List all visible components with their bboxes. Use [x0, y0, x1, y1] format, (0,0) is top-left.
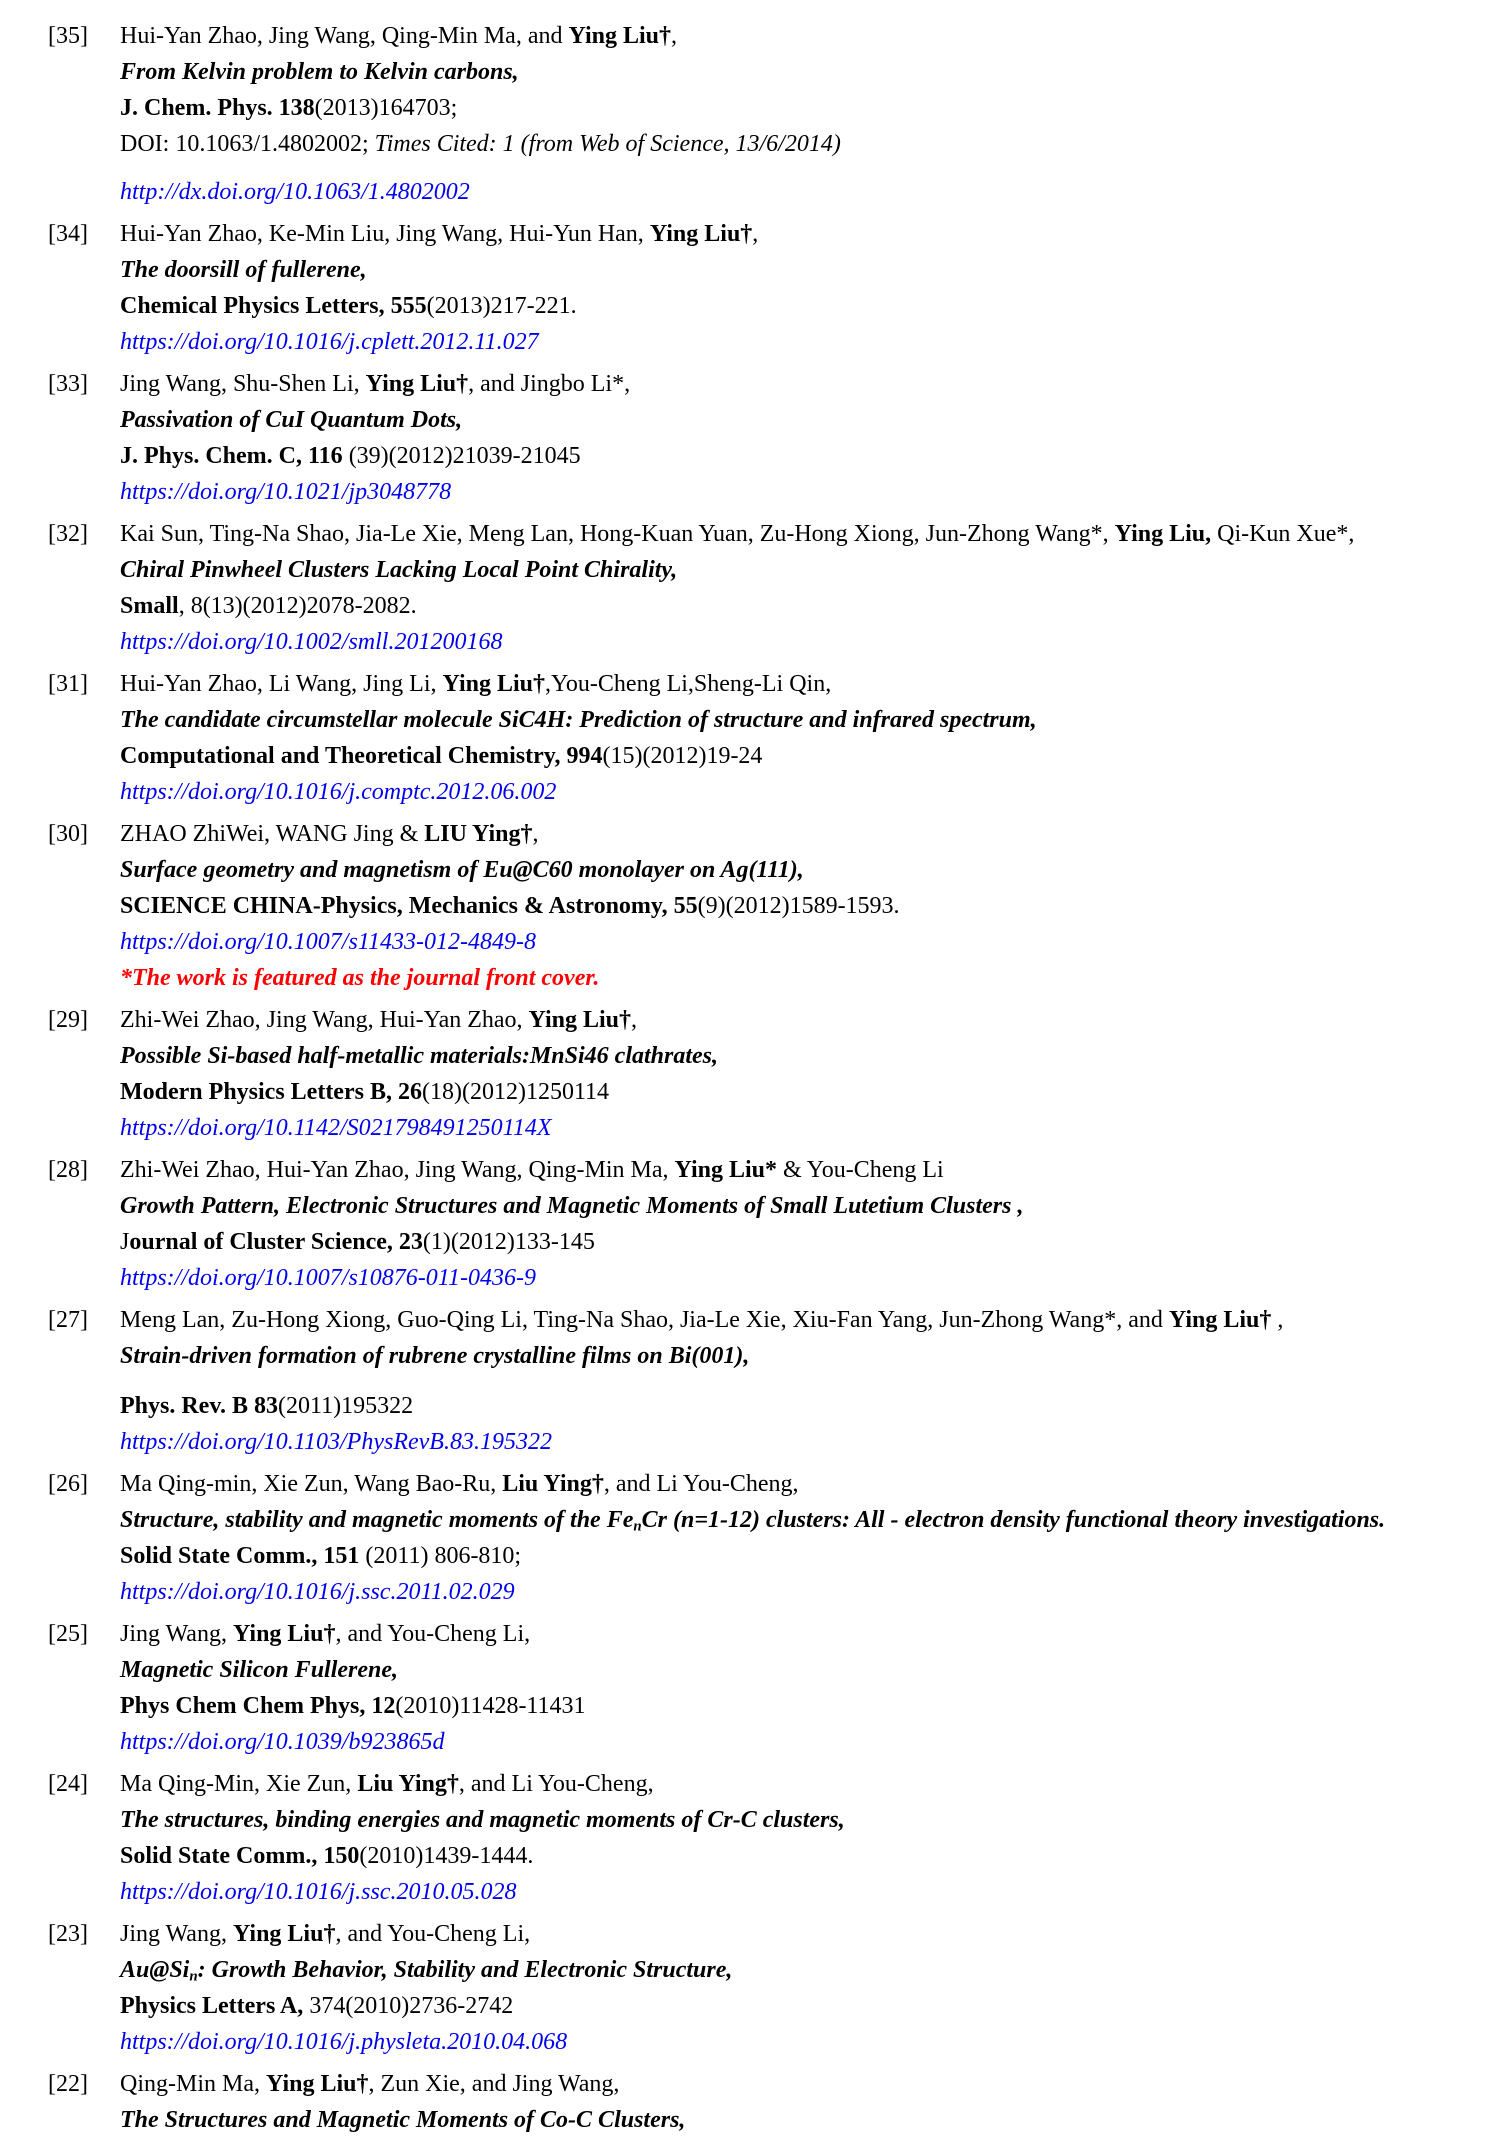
text-run: , — [456, 407, 463, 433]
text-run: DOI: 10.1063/1.4802002; — [120, 131, 375, 157]
text-run: Growth Pattern, Electronic Structures and Magnetic Moments of Small Lutetium Clusters , — [120, 1193, 1024, 1219]
doi-link — [120, 624, 1460, 660]
entry-number: [28] — [48, 1157, 88, 1183]
doi-link — [120, 1110, 1460, 1146]
text-run: (2011)195322 — [278, 1393, 414, 1419]
journal-line — [120, 1688, 1460, 1724]
text-run: Liu Ying† — [502, 1471, 604, 1497]
entry-body — [120, 516, 1460, 660]
text-run: , — [670, 23, 677, 49]
doi-hyperlink[interactable]: https://doi.org/10.1016/j.physleta.2010.04.068 — [120, 2029, 568, 2055]
doi-link — [120, 1724, 1460, 1760]
text-run: Jing Wang, — [120, 1621, 233, 1647]
reference-entry — [48, 366, 1460, 510]
text-run: Qi-Kun Xue*, — [1211, 521, 1355, 547]
title-line — [120, 702, 1460, 738]
text-run: , — [360, 257, 367, 283]
text-run: Strain-driven formation of rubrene crystalline films on Bi(001) — [120, 1343, 744, 1369]
text-run: ZHAO ZhiWei, WANG Jing & — [120, 821, 425, 847]
text-run: , — [712, 1043, 719, 1069]
text-run: Au@Si — [120, 1957, 190, 1983]
entry-number: [34] — [48, 221, 88, 247]
text-run: Surface geometry and magnetism of Eu@C60 monolayer on Ag(111) — [120, 857, 798, 883]
text-run: Ying Liu† — [232, 1921, 336, 1947]
entry-body — [120, 18, 1460, 210]
doi-link — [120, 324, 1460, 360]
entry-number: [27] — [48, 1307, 88, 1333]
doi-hyperlink[interactable]: https://doi.org/10.1002/smll.201200168 — [120, 629, 503, 655]
text-run: The candidate circumstellar molecule SiC4H: Prediction of structure and infrared spectrum, — [120, 707, 1037, 733]
journal-line — [120, 1224, 1460, 1260]
title-line — [120, 2102, 1460, 2138]
text-run: , — [631, 1007, 638, 1033]
title-line — [120, 402, 1460, 438]
text-run: Liu Ying† — [357, 1771, 459, 1797]
authors-line — [120, 18, 1460, 54]
text-run: , Zun Xie, and Jing Wang, — [368, 2071, 620, 2097]
text-run: The doorsill of fullerene — [120, 257, 361, 283]
doi-link — [120, 474, 1460, 510]
doi-link — [120, 774, 1460, 810]
doi-link — [120, 2024, 1460, 2060]
text-run: SCIENCE CHINA-Physics, Mechanics & Astronomy, 55 — [120, 893, 698, 919]
text-run: Ying Liu† — [649, 221, 753, 247]
title-line — [120, 852, 1460, 888]
text-run: From Kelvin problem to Kelvin carbons, — [120, 59, 519, 85]
text-run: Ying Liu† — [1168, 1307, 1272, 1333]
entry-body — [120, 816, 1460, 996]
doi-hyperlink[interactable]: https://doi.org/10.1142/S021798491250114X — [120, 1115, 552, 1141]
text-run: Ying Liu† — [568, 23, 671, 49]
journal-line — [120, 90, 1460, 126]
text-run: Phys. Rev. B 83 — [120, 1393, 279, 1419]
authors-line — [120, 1616, 1460, 1652]
text-run: Zhi-Wei Zhao, Hui-Yan Zhao, Jing Wang, Qing-Min Ma, — [120, 1157, 675, 1183]
text-run: The structures, binding energies and magnetic moments of Cr-C clusters — [120, 1807, 839, 1833]
doi-link — [120, 924, 1460, 960]
text-run: , and Jingbo Li*, — [468, 371, 631, 397]
text-run: Ying Liu* — [674, 1157, 778, 1183]
entry-body — [120, 1002, 1460, 1146]
text-run: n — [189, 1968, 198, 1985]
text-run: Meng Lan, Zu-Hong Xiong, Guo-Qing Li, Ting-Na Shao, Jia-Le Xie, Xiu-Fan Yang, Jun-Zhong Wang*, and — [120, 1307, 1169, 1333]
text-run: Jing Wang, Shu-Shen Li, — [120, 371, 366, 397]
journal-line — [120, 1838, 1460, 1874]
authors-line — [120, 1302, 1460, 1338]
text-run: (15)(2012)19-24 — [602, 743, 763, 769]
authors-line — [120, 2066, 1460, 2102]
doi-link — [120, 1874, 1460, 1910]
text-run: Ying Liu† — [266, 2071, 369, 2097]
text-run: , and Li You-Cheng, — [603, 1471, 799, 1497]
text-run: Physics Letters A, — [120, 1993, 304, 2019]
text-run: n — [633, 1518, 642, 1535]
text-run: (9)(2012)1589-1593. — [697, 893, 900, 919]
text-run: Possible Si-based half-metallic materials:MnSi46 clathrates — [120, 1043, 713, 1069]
text-run: , — [726, 1957, 733, 1983]
authors-line — [120, 1916, 1460, 1952]
text-run: Ma Qing-Min, Xie Zun, — [120, 1771, 358, 1797]
text-run: (2010)1439-1444. — [359, 1843, 534, 1869]
text-run: (2013)164703; — [314, 95, 458, 121]
entry-body — [120, 2066, 1460, 2138]
text-run: Hui-Yan Zhao, Li Wang, Jing Li, — [120, 671, 443, 697]
text-run: Small — [120, 593, 179, 619]
text-run: Times Cited: 1 (from Web of Science, 13/6/2014) — [374, 131, 841, 157]
authors-line — [120, 216, 1460, 252]
text-run: Cr (n=1-12) clusters: All - electron density functional theory investigations. — [641, 1507, 1386, 1533]
doi-hyperlink[interactable]: https://doi.org/10.1016/j.cplett.2012.11.027 — [120, 329, 539, 355]
text-run: (39)(2012)21039-21045 — [342, 443, 581, 469]
text-run: , and You-Cheng Li, — [335, 1621, 531, 1647]
entry-number: [32] — [48, 521, 88, 547]
reference-entry — [48, 18, 1460, 210]
reference-entry — [48, 1002, 1460, 1146]
text-run: J. Phys. Chem. C, 116 — [120, 443, 343, 469]
text-run: Hui-Yan Zhao, Jing Wang, Qing-Min Ma, and — [120, 23, 569, 49]
journal-line — [120, 1074, 1460, 1110]
title-line — [120, 1502, 1460, 1538]
doi-hyperlink[interactable]: https://doi.org/10.1007/s11433-012-4849-8 — [120, 929, 536, 955]
reference-entry — [48, 666, 1460, 810]
doi-hyperlink[interactable]: https://doi.org/10.1016/j.comptc.2012.06.002 — [120, 779, 557, 805]
title-line — [120, 552, 1460, 588]
doi-line — [120, 126, 1460, 162]
title-line — [120, 1188, 1460, 1224]
entry-body — [120, 1916, 1460, 2060]
authors-line — [120, 1002, 1460, 1038]
text-run: Passivation of CuI Quantum Dots — [120, 407, 457, 433]
reference-entry — [48, 2066, 1460, 2138]
text-run: Computational and Theoretical Chemistry, 994 — [120, 743, 603, 769]
entry-number: [25] — [48, 1621, 88, 1647]
doi-link — [120, 1424, 1460, 1460]
entry-number: [22] — [48, 2071, 88, 2097]
text-run: *The work is featured as the journal front cover. — [120, 965, 600, 991]
text-run: ,You-Cheng Li,Sheng-Li Qin, — [544, 671, 832, 697]
entry-number: [30] — [48, 821, 88, 847]
authors-line — [120, 1766, 1460, 1802]
text-run: , — [679, 2107, 686, 2133]
doi-hyperlink[interactable]: https://doi.org/10.1021/jp3048778 — [120, 479, 452, 505]
text-run: The Structures and Magnetic Moments of Co-C Clusters — [120, 2107, 680, 2133]
authors-line — [120, 1466, 1460, 1502]
text-run: Ma Qing-min, Xie Zun, Wang Bao-Ru, — [120, 1471, 503, 1497]
doi-hyperlink[interactable]: https://doi.org/10.1007/s10876-011-0436-9 — [120, 1265, 536, 1291]
text-run: Ying Liu† — [528, 1007, 632, 1033]
text-run: Phys Chem Chem Phys, 12 — [120, 1693, 396, 1719]
text-run: , — [752, 221, 759, 247]
text-run: & You-Cheng Li — [777, 1157, 944, 1183]
text-run: Kai Sun, Ting-Na Shao, Jia-Le Xie, Meng Lan, Hong-Kuan Yuan, Zu-Hong Xiong, Jun-Zhong Wang*, — [120, 521, 1115, 547]
text-run: : Growth Behavior, Stability and Electronic Structure — [197, 1957, 727, 1983]
entry-body — [120, 216, 1460, 360]
entry-body — [120, 1616, 1460, 1760]
text-run: Structure, stability and magnetic moments of the Fe — [120, 1507, 634, 1533]
journal-line — [120, 888, 1460, 924]
text-run: , — [671, 557, 678, 583]
text-run: Hui-Yan Zhao, Ke-Min Liu, Jing Wang, Hui-Yun Han, — [120, 221, 650, 247]
reference-entry — [48, 1152, 1460, 1296]
reference-entry — [48, 816, 1460, 996]
title-line — [120, 1952, 1460, 1988]
authors-line — [120, 1152, 1460, 1188]
text-run: Solid State Comm., 150 — [120, 1843, 360, 1869]
entry-number: [33] — [48, 371, 88, 397]
text-run: Solid State Comm., 151 — [120, 1543, 360, 1569]
journal-line — [120, 1538, 1460, 1574]
entry-number: [26] — [48, 1471, 88, 1497]
text-run: Ying Liu† — [232, 1621, 336, 1647]
doi-link — [120, 174, 1460, 210]
text-run: J. Chem. Phys. 138 — [120, 95, 315, 121]
text-run: (2011) 806-810; — [359, 1543, 522, 1569]
text-run: Chemical Physics Letters, 555 — [120, 293, 427, 319]
entry-body — [120, 666, 1460, 810]
entry-number: [35] — [48, 23, 88, 49]
text-run: LIU Ying† — [424, 821, 533, 847]
journal-line — [120, 1988, 1460, 2024]
journal-line — [120, 1388, 1460, 1424]
title-line — [120, 252, 1460, 288]
reference-entry — [48, 516, 1460, 660]
authors-line — [120, 366, 1460, 402]
text-run: Magnetic Silicon Fullerene — [120, 1657, 393, 1683]
text-run: Jing Wang, — [120, 1921, 233, 1947]
text-run: Modern Physics Letters B, 26 — [120, 1079, 422, 1105]
journal-line — [120, 738, 1460, 774]
text-run: Ying Liu, — [1114, 521, 1212, 547]
doi-link — [120, 1260, 1460, 1296]
authors-line — [120, 516, 1460, 552]
journal-line — [120, 588, 1460, 624]
entry-number: [23] — [48, 1921, 88, 1947]
note-line — [120, 960, 1460, 996]
title-line — [120, 1802, 1460, 1838]
title-line — [120, 54, 1460, 90]
entry-body — [120, 1152, 1460, 1296]
text-run: , — [392, 1657, 399, 1683]
entry-number: [29] — [48, 1007, 88, 1033]
text-run: (1)(2012)133-145 — [422, 1229, 595, 1255]
title-line — [120, 1038, 1460, 1074]
text-run: , — [743, 1343, 750, 1369]
reference-entry — [48, 1302, 1460, 1460]
doi-hyperlink[interactable]: https://doi.org/10.1103/PhysRevB.83.195322 — [120, 1429, 552, 1455]
authors-line — [120, 666, 1460, 702]
reference-entry — [48, 1766, 1460, 1910]
reference-entry — [48, 216, 1460, 360]
doi-hyperlink[interactable]: https://doi.org/10.1016/j.ssc.2010.05.028 — [120, 1879, 517, 1905]
doi-hyperlink[interactable]: https://doi.org/10.1039/b923865d — [120, 1729, 445, 1755]
authors-line — [120, 816, 1460, 852]
reference-entry — [48, 1916, 1460, 2060]
doi-hyperlink[interactable]: http://dx.doi.org/10.1063/1.4802002 — [120, 179, 470, 205]
text-run: , and You-Cheng Li, — [335, 1921, 531, 1947]
text-run: ournal of Cluster Science, 23 — [129, 1229, 423, 1255]
title-line — [120, 1338, 1460, 1374]
text-run: , — [838, 1807, 845, 1833]
title-line — [120, 1652, 1460, 1688]
text-run: , — [532, 821, 539, 847]
entry-number: [31] — [48, 671, 88, 697]
reference-entry — [48, 1466, 1460, 1610]
text-run: , — [1271, 1307, 1284, 1333]
entry-body — [120, 1766, 1460, 1910]
doi-link — [120, 1574, 1460, 1610]
journal-line — [120, 438, 1460, 474]
reference-entry — [48, 1616, 1460, 1760]
text-run: , and Li You-Cheng, — [458, 1771, 654, 1797]
text-run: , — [797, 857, 804, 883]
text-run: Qing-Min Ma, — [120, 2071, 266, 2097]
text-run: (2013)217-221. — [426, 293, 577, 319]
doi-hyperlink[interactable]: https://doi.org/10.1016/j.ssc.2011.02.029 — [120, 1579, 515, 1605]
text-run: J — [120, 1229, 130, 1255]
text-run: (2010)11428-11431 — [395, 1693, 586, 1719]
text-run: , 8(13)(2012)2078-2082. — [178, 593, 417, 619]
entry-body — [120, 366, 1460, 510]
entry-body — [120, 1466, 1460, 1610]
entry-body — [120, 1302, 1460, 1460]
text-run: Ying Liu† — [365, 371, 469, 397]
text-run: Ying Liu† — [442, 671, 545, 697]
journal-line — [120, 288, 1460, 324]
text-run: Chiral Pinwheel Clusters Lacking Local Point Chirality — [120, 557, 672, 583]
text-run: Zhi-Wei Zhao, Jing Wang, Hui-Yan Zhao, — [120, 1007, 529, 1033]
text-run: (18)(2012)1250114 — [421, 1079, 610, 1105]
text-run: 374(2010)2736-2742 — [303, 1993, 514, 2019]
entry-number: [24] — [48, 1771, 88, 1797]
